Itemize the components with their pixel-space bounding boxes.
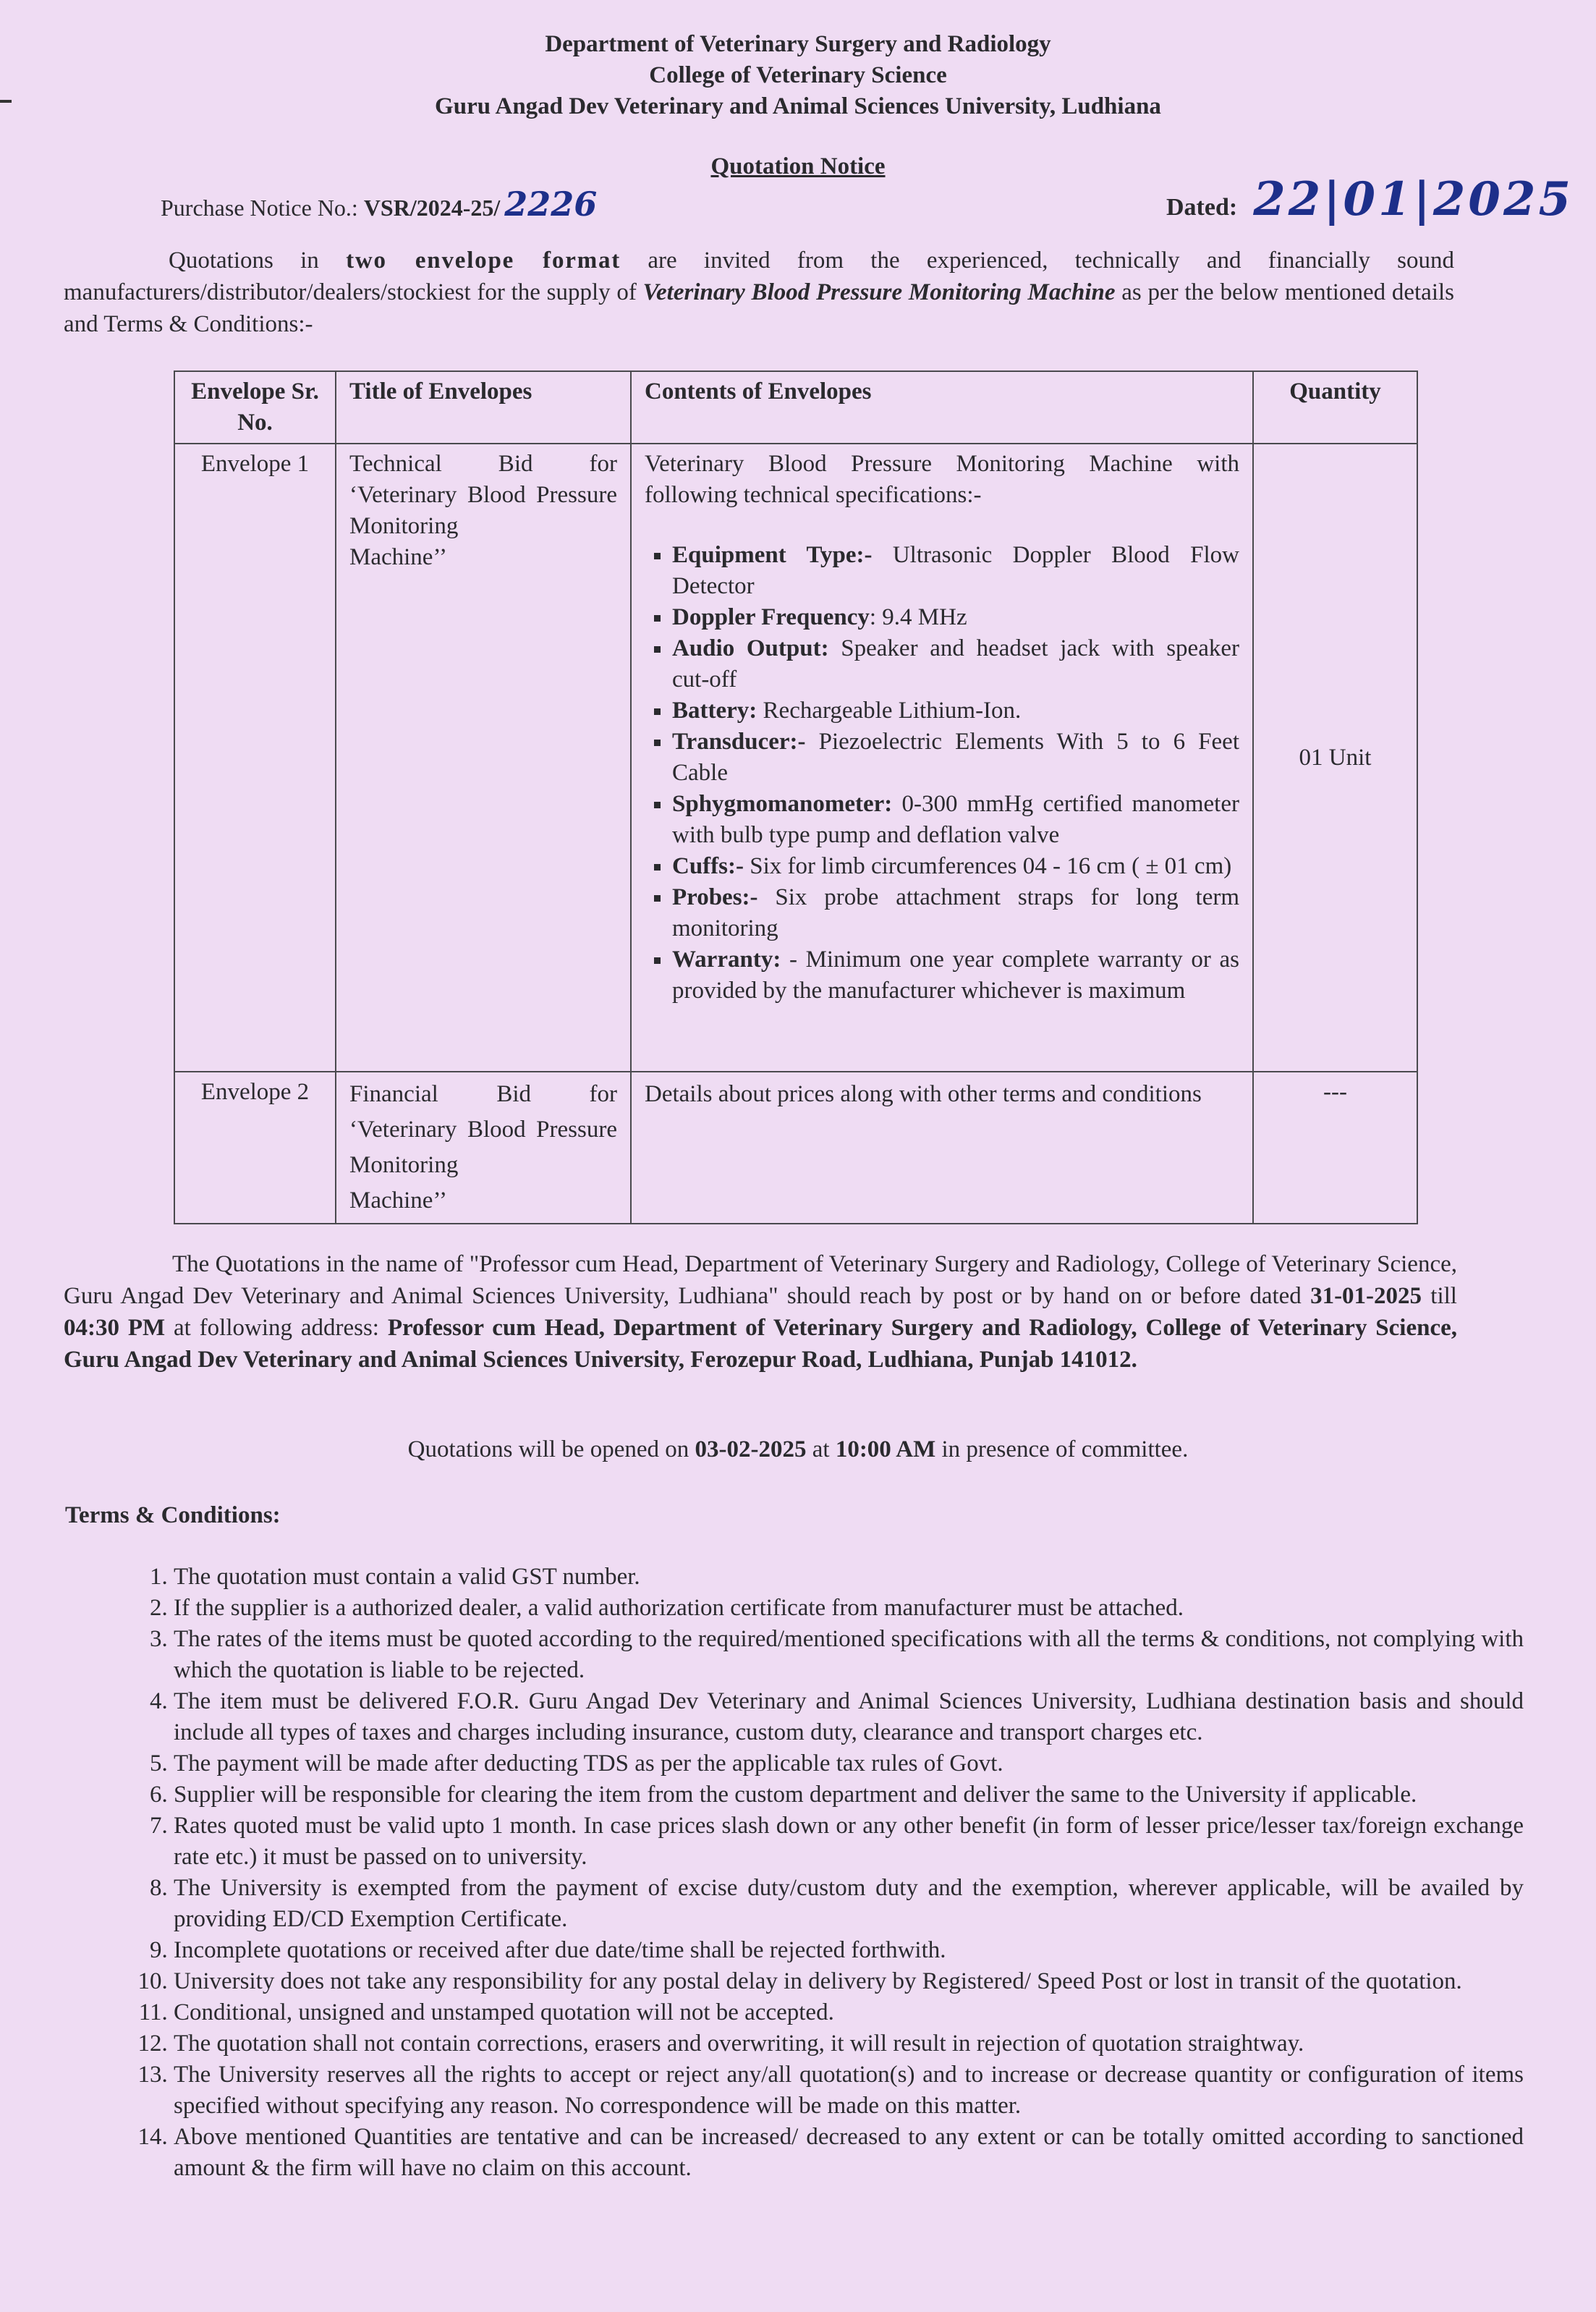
opening-text-3: in presence of committee. — [935, 1436, 1189, 1462]
list-item: 14. Above mentioned Quantities are tentative and can be increased/ decreased to any extent or can be totally omitted according to sanctioned amount & the firm will have no claim on this account. — [174, 2122, 1524, 2184]
header-title: Title of Envelopes — [336, 371, 631, 444]
list-item — [672, 602, 1239, 633]
envelope-1-title — [336, 444, 631, 1072]
spec-text: 0-300 mmHg certified manometer with bulb type pump and deflation valve — [672, 791, 1239, 848]
opening-text-2: at — [806, 1436, 836, 1462]
envelope-2-sr: Envelope 2 — [174, 1072, 336, 1224]
spec-text: - Minimum one year complete warranty or as provided by the manufacturer whichever is maximum — [672, 947, 1239, 1004]
header-sr-no: Envelope Sr. No. — [174, 371, 336, 444]
table-row — [174, 1072, 1417, 1224]
opening-notice — [0, 1436, 1596, 1463]
handwritten-notice-number: 2226 — [504, 185, 598, 224]
specs-list — [645, 540, 1239, 1007]
spec-label: Probes:- — [672, 884, 758, 910]
college-name: College of Veterinary Science — [649, 62, 947, 88]
purchase-notice-label: Purchase Notice No.: — [161, 195, 364, 221]
envelope-2-contents: Details about prices along with other terms and conditions — [631, 1072, 1253, 1224]
table-row — [174, 444, 1417, 1072]
intro-text-1: Quotations in — [169, 247, 347, 274]
list-item — [672, 727, 1239, 789]
handwritten-date: 22|01|2025 — [1253, 172, 1574, 226]
table-header-row — [174, 371, 1417, 444]
dated-label: Dated: — [1166, 194, 1238, 221]
list-item — [672, 633, 1239, 695]
submission-text-3: at following address: — [165, 1315, 388, 1341]
notice-title: Quotation Notice — [710, 153, 886, 179]
spec-text: Speaker and headset jack with speaker cut-off — [672, 635, 1239, 693]
spec-label: Audio Output: — [672, 635, 829, 661]
list-item: 6. Supplier will be responsible for clearing the item from the custom department and deliver the same to the University if applicable. — [174, 1779, 1524, 1811]
opening-time: 10:00 AM — [835, 1436, 936, 1462]
intro-item-name: Veterinary Blood Pressure Monitoring Machine — [642, 279, 1116, 305]
list-item: 12. The quotation shall not contain corrections, erasers and overwriting, it will result in rejection of quotation straightway. — [174, 2028, 1524, 2059]
list-item: 9. Incomplete quotations or received after due date/time shall be rejected forthwith. — [174, 1935, 1524, 1966]
opening-date: 03-02-2025 — [695, 1436, 807, 1462]
envelope-2-title — [336, 1072, 631, 1224]
list-item: 3. The rates of the items must be quoted according to the required/mentioned specifications with all the terms & conditions, not complying with which the quotation is liable to be rejected. — [174, 1624, 1524, 1686]
list-item: 5. The payment will be made after deducting TDS as per the applicable tax rules of Govt. — [174, 1748, 1524, 1779]
list-item — [672, 789, 1239, 851]
envelope-table — [174, 370, 1418, 1224]
spec-text: Six probe attachment straps for long term monitoring — [672, 884, 1239, 941]
spec-text: : 9.4 MHz — [869, 604, 967, 630]
envelope-2-title-text: Financial Bid for ‘Veterinary Blood Pressure Monitoring — [349, 1081, 617, 1178]
intro-text-3: as per the below mentioned details and Terms & Conditions:- — [64, 279, 1455, 337]
submission-text-2: till — [1422, 1283, 1457, 1309]
purchase-notice-code: VSR/2024-25/ — [363, 195, 501, 221]
list-item — [672, 695, 1239, 727]
list-item: 11. Conditional, unsigned and unstamped quotation will not be accepted. — [174, 1997, 1524, 2028]
spec-label: Equipment Type:- — [672, 542, 873, 568]
list-item — [672, 944, 1239, 1007]
list-item: 2. If the supplier is a authorized dealer, a valid authorization certificate from manufacturer must be attached. — [174, 1593, 1524, 1624]
letterhead — [0, 29, 1596, 122]
list-item — [672, 851, 1239, 882]
envelope-1-sr: Envelope 1 — [174, 444, 336, 1072]
list-item: 10. University does not take any responsibility for any postal delay in delivery by Registered/ Speed Post or lost in transit of the quotation. — [174, 1966, 1524, 1997]
envelope-1-quantity: 01 Unit — [1253, 444, 1417, 1072]
list-item — [672, 882, 1239, 944]
envelope-1-title-text: Technical Bid for ‘Veterinary Blood Pressure Monitoring — [349, 451, 617, 539]
opening-text-1: Quotations will be opened on — [407, 1436, 695, 1462]
intro-bold: two envelope format — [346, 247, 621, 274]
spec-text: Rechargeable Lithium-Ion. — [757, 698, 1022, 724]
list-item: 7. Rates quoted must be valid upto 1 month. In case prices slash down or any other benefit (in form of lesser price/lesser tax/foreign exchange rate etc.) it must be passed on to university. — [174, 1811, 1524, 1873]
spec-label: Cuffs:- — [672, 853, 744, 879]
spec-text: Piezoelectric Elements With 5 to 6 Feet Cable — [672, 729, 1239, 786]
envelope-2-quantity: --- — [1253, 1072, 1417, 1224]
list-item: 4. The item must be delivered F.O.R. Guru Angad Dev Veterinary and Animal Sciences University, Ludhiana destination basis and should include all types of taxes and charges including insurance, custom duty, clearance and transport charges etc. — [174, 1686, 1524, 1748]
spec-label: Sphygmomanometer: — [672, 791, 893, 817]
spec-label: Transducer:- — [672, 729, 806, 755]
university-name: Guru Angad Dev Veterinary and Animal Sciences University, Ludhiana — [435, 93, 1161, 119]
spec-label: Warranty: — [672, 947, 781, 973]
terms-list — [109, 1562, 1524, 2184]
terms-heading: Terms & Conditions: — [65, 1502, 281, 1528]
intro-paragraph — [64, 245, 1454, 340]
list-item: 1. The quotation must contain a valid GST number. — [174, 1562, 1524, 1593]
specs-intro: Veterinary Blood Pressure Monitoring Machine with following technical specifications:- — [645, 451, 1239, 508]
spec-text: Ultrasonic Doppler Blood Flow Detector — [672, 542, 1239, 599]
spec-label: Battery: — [672, 698, 757, 724]
submission-address: Professor cum Head, Department of Veterinary Surgery and Radiology, College of Veterinary Science, Guru Angad Dev Veterinary and Animal Sciences University, Ferozepur Road, Ludhiana, Punjab 141012. — [64, 1315, 1457, 1373]
envelope-1-contents — [631, 444, 1253, 1072]
submission-time: 04:30 PM — [64, 1315, 166, 1341]
envelope-2-title-end: Machine’’ — [349, 1187, 447, 1214]
department-name: Department of Veterinary Surgery and Radiology — [545, 31, 1051, 57]
list-item — [672, 540, 1239, 602]
header-quantity: Quantity — [1253, 371, 1417, 444]
submission-date: 31-01-2025 — [1310, 1283, 1422, 1309]
header-contents: Contents of Envelopes — [631, 371, 1253, 444]
intro-text-2: are invited from the experienced, technically and financially sound manufacturers/distributor/dealers/stockiest for the supply of — [64, 247, 1454, 305]
spec-text: Six for limb circumferences 04 - 16 cm ( ± 01 cm) — [743, 853, 1232, 879]
submission-paragraph — [64, 1248, 1457, 1376]
spec-label: Doppler Frequency — [672, 604, 870, 630]
submission-text-1: The Quotations in the name of "Professor cum Head, Department of Veterinary Surgery and Radiology, College of Veterinary Science, Guru Angad Dev Veterinary and Animal Sciences University, Ludhiana" should reach by post or by hand on or before dated — [64, 1251, 1457, 1309]
purchase-notice-number — [161, 185, 597, 224]
list-item: 13. The University reserves all the rights to accept or reject any/all quotation(s) and to increase or decrease quantity or configuration of items specified without specifying any reason. No correspondence will be made on this matter. — [174, 2059, 1524, 2122]
envelope-1-title-end: Machine’’ — [349, 544, 447, 570]
notice-date — [1166, 172, 1574, 226]
list-item: 8. The University is exempted from the payment of excise duty/custom duty and the exemption, wherever applicable, will be availed by providing ED/CD Exemption Certificate. — [174, 1873, 1524, 1935]
